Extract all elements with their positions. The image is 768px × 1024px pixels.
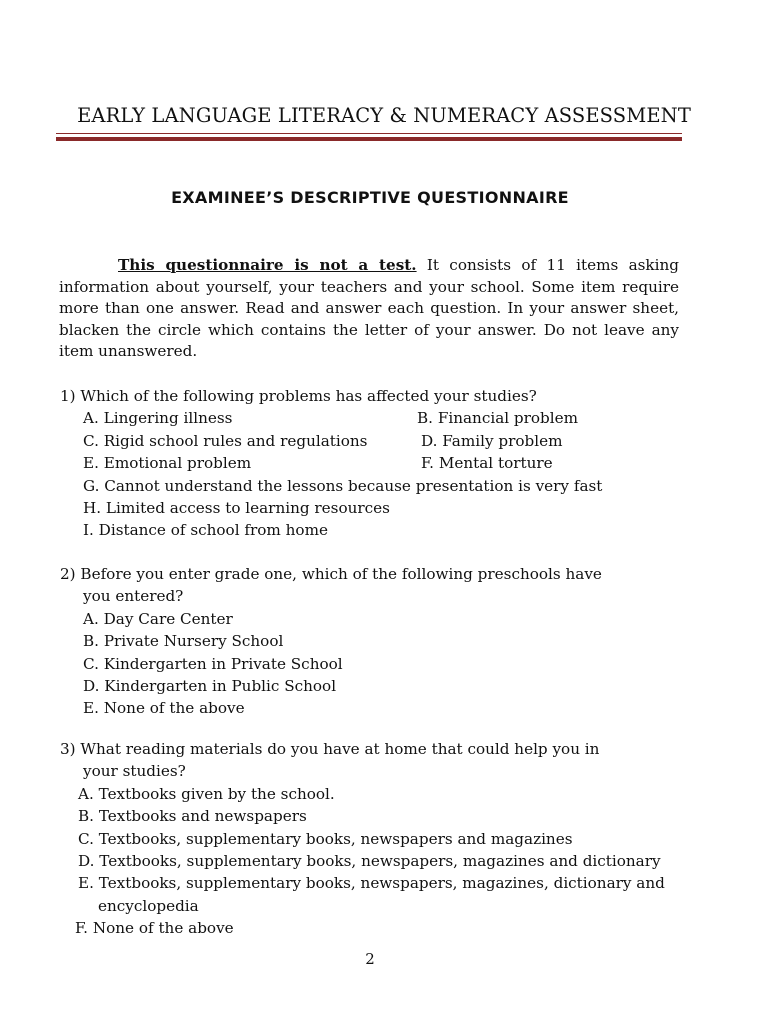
intro-paragraph xyxy=(59,255,679,363)
q3-option-e: E. Textbooks, supplementary books, newspapers, magazines, dictionary and xyxy=(78,874,665,893)
q3-option-d: D. Textbooks, supplementary books, newspapers, magazines and dictionary xyxy=(78,852,661,871)
q2-option-b: B. Private Nursery School xyxy=(83,632,284,651)
header-rule-thick xyxy=(56,137,682,141)
q3-option-c: C. Textbooks, supplementary books, newspapers and magazines xyxy=(78,829,573,848)
q1-option-e: E. Emotional problem xyxy=(83,454,252,473)
q1-option-f: F. Mental torture xyxy=(421,454,553,473)
q1-option-c: C. Rigid school rules and regulations xyxy=(83,431,368,450)
questionnaire-title: EXAMINEE’S DESCRIPTIVE QUESTIONNAIRE xyxy=(171,188,569,207)
question-2-text: 2) Before you enter grade one, which of the following preschools have xyxy=(60,565,602,583)
q2-option-e: E. None of the above xyxy=(83,699,245,718)
q1-option-a: A. Lingering illness xyxy=(83,409,233,428)
q3-option-f: F. None of the above xyxy=(75,919,234,938)
question-1 xyxy=(60,385,700,542)
intro-lead: This questionnaire is not a test. xyxy=(118,256,417,274)
q1-option-d: D. Family problem xyxy=(421,431,563,450)
question-3 xyxy=(60,738,700,940)
q3-option-a: A. Textbooks given by the school. xyxy=(78,784,335,803)
q1-option-h: H. Limited access to learning resources xyxy=(83,498,390,517)
intro-body: It consists of 11 items asking information about yourself, your teachers and your school. Some item require more than one answer. Read and answer each question. In your answer sheet, blacken the circle which contains the letter of your answer. Do not leave any item unanswered. xyxy=(59,256,679,361)
q2-option-d: D. Kindergarten in Public School xyxy=(83,677,337,696)
header-rule-thin xyxy=(56,133,682,134)
question-2-text-cont: you entered? xyxy=(83,587,184,606)
q2-option-c: C. Kindergarten in Private School xyxy=(83,654,343,673)
question-1-text: 1) Which of the following problems has affected your studies? xyxy=(60,387,537,405)
q2-option-a: A. Day Care Center xyxy=(83,609,233,628)
question-2 xyxy=(60,563,700,720)
q1-option-i: I. Distance of school from home xyxy=(83,521,328,540)
page-number: 2 xyxy=(365,950,375,968)
question-3-text-cont: your studies? xyxy=(83,762,186,781)
q1-option-g: G. Cannot understand the lessons because presentation is very fast xyxy=(83,476,603,495)
q3-option-b: B. Textbooks and newspapers xyxy=(78,807,307,826)
q1-option-b: B. Financial problem xyxy=(417,409,579,428)
q3-option-e-cont: encyclopedia xyxy=(98,896,199,915)
document-header-title: EARLY LANGUAGE LITERACY & NUMERACY ASSESSMENT xyxy=(77,104,691,127)
question-3-text: 3) What reading materials do you have at home that could help you in xyxy=(60,740,600,758)
